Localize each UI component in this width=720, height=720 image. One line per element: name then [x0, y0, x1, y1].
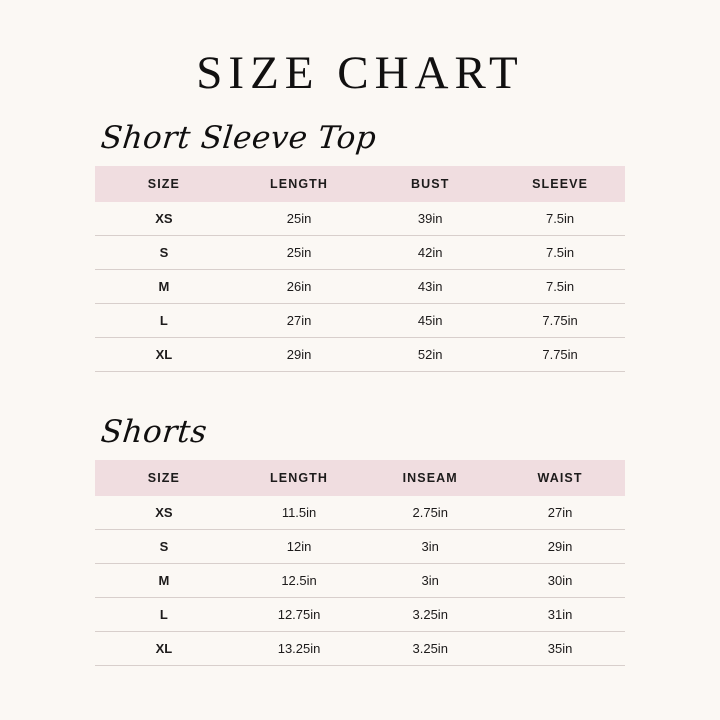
table-row — [95, 202, 625, 236]
cell-bust: 42in — [365, 236, 495, 270]
table-row — [95, 304, 625, 338]
cell-sleeve: 7.75in — [495, 338, 625, 372]
cell-length: 13.25in — [233, 632, 366, 666]
cell-size: XS — [95, 496, 233, 530]
cell-size: S — [95, 236, 233, 270]
cell-bust: 52in — [365, 338, 495, 372]
cell-inseam: 3.25in — [365, 632, 495, 666]
table-row — [95, 270, 625, 304]
column-header-waist: WAIST — [495, 460, 625, 496]
cell-size: XL — [95, 338, 233, 372]
cell-size: L — [95, 598, 233, 632]
table-row — [95, 496, 625, 530]
cell-waist: 29in — [495, 530, 625, 564]
column-header-size: SIZE — [95, 166, 233, 202]
cell-size: XL — [95, 632, 233, 666]
cell-length: 27in — [233, 304, 366, 338]
section-short-sleeve-top — [95, 120, 625, 372]
table-row — [95, 598, 625, 632]
cell-sleeve: 7.5in — [495, 202, 625, 236]
cell-bust: 39in — [365, 202, 495, 236]
table-row — [95, 338, 625, 372]
cell-inseam: 3.25in — [365, 598, 495, 632]
cell-size: XS — [95, 202, 233, 236]
cell-waist: 35in — [495, 632, 625, 666]
cell-length: 26in — [233, 270, 366, 304]
table-row — [95, 632, 625, 666]
column-header-size: SIZE — [95, 460, 233, 496]
cell-length: 12in — [233, 530, 366, 564]
page-title: SIZE CHART — [196, 47, 524, 99]
column-header-bust: BUST — [365, 166, 495, 202]
column-header-sleeve: SLEEVE — [495, 166, 625, 202]
column-header-inseam: INSEAM — [365, 460, 495, 496]
cell-waist: 27in — [495, 496, 625, 530]
section-title: Short Sleeve Top — [99, 120, 379, 156]
cell-length: 29in — [233, 338, 366, 372]
column-header-length: LENGTH — [233, 166, 366, 202]
cell-length: 12.75in — [233, 598, 366, 632]
cell-size: M — [95, 270, 233, 304]
cell-size: M — [95, 564, 233, 598]
table-header-row — [95, 460, 625, 496]
cell-inseam: 3in — [365, 530, 495, 564]
cell-sleeve: 7.5in — [495, 236, 625, 270]
size-table-shorts — [95, 460, 625, 666]
cell-inseam: 2.75in — [365, 496, 495, 530]
section-shorts — [95, 414, 625, 666]
cell-waist: 30in — [495, 564, 625, 598]
table-row — [95, 564, 625, 598]
section-title: Shorts — [99, 414, 209, 450]
cell-length: 25in — [233, 236, 366, 270]
cell-length: 25in — [233, 202, 366, 236]
size-table-short-sleeve-top — [95, 166, 625, 372]
cell-length: 12.5in — [233, 564, 366, 598]
cell-size: S — [95, 530, 233, 564]
cell-size: L — [95, 304, 233, 338]
cell-sleeve: 7.5in — [495, 270, 625, 304]
table-row — [95, 236, 625, 270]
table-header-row — [95, 166, 625, 202]
cell-waist: 31in — [495, 598, 625, 632]
table-row — [95, 530, 625, 564]
cell-length: 11.5in — [233, 496, 366, 530]
cell-inseam: 3in — [365, 564, 495, 598]
cell-sleeve: 7.75in — [495, 304, 625, 338]
column-header-length: LENGTH — [233, 460, 366, 496]
cell-bust: 45in — [365, 304, 495, 338]
cell-bust: 43in — [365, 270, 495, 304]
